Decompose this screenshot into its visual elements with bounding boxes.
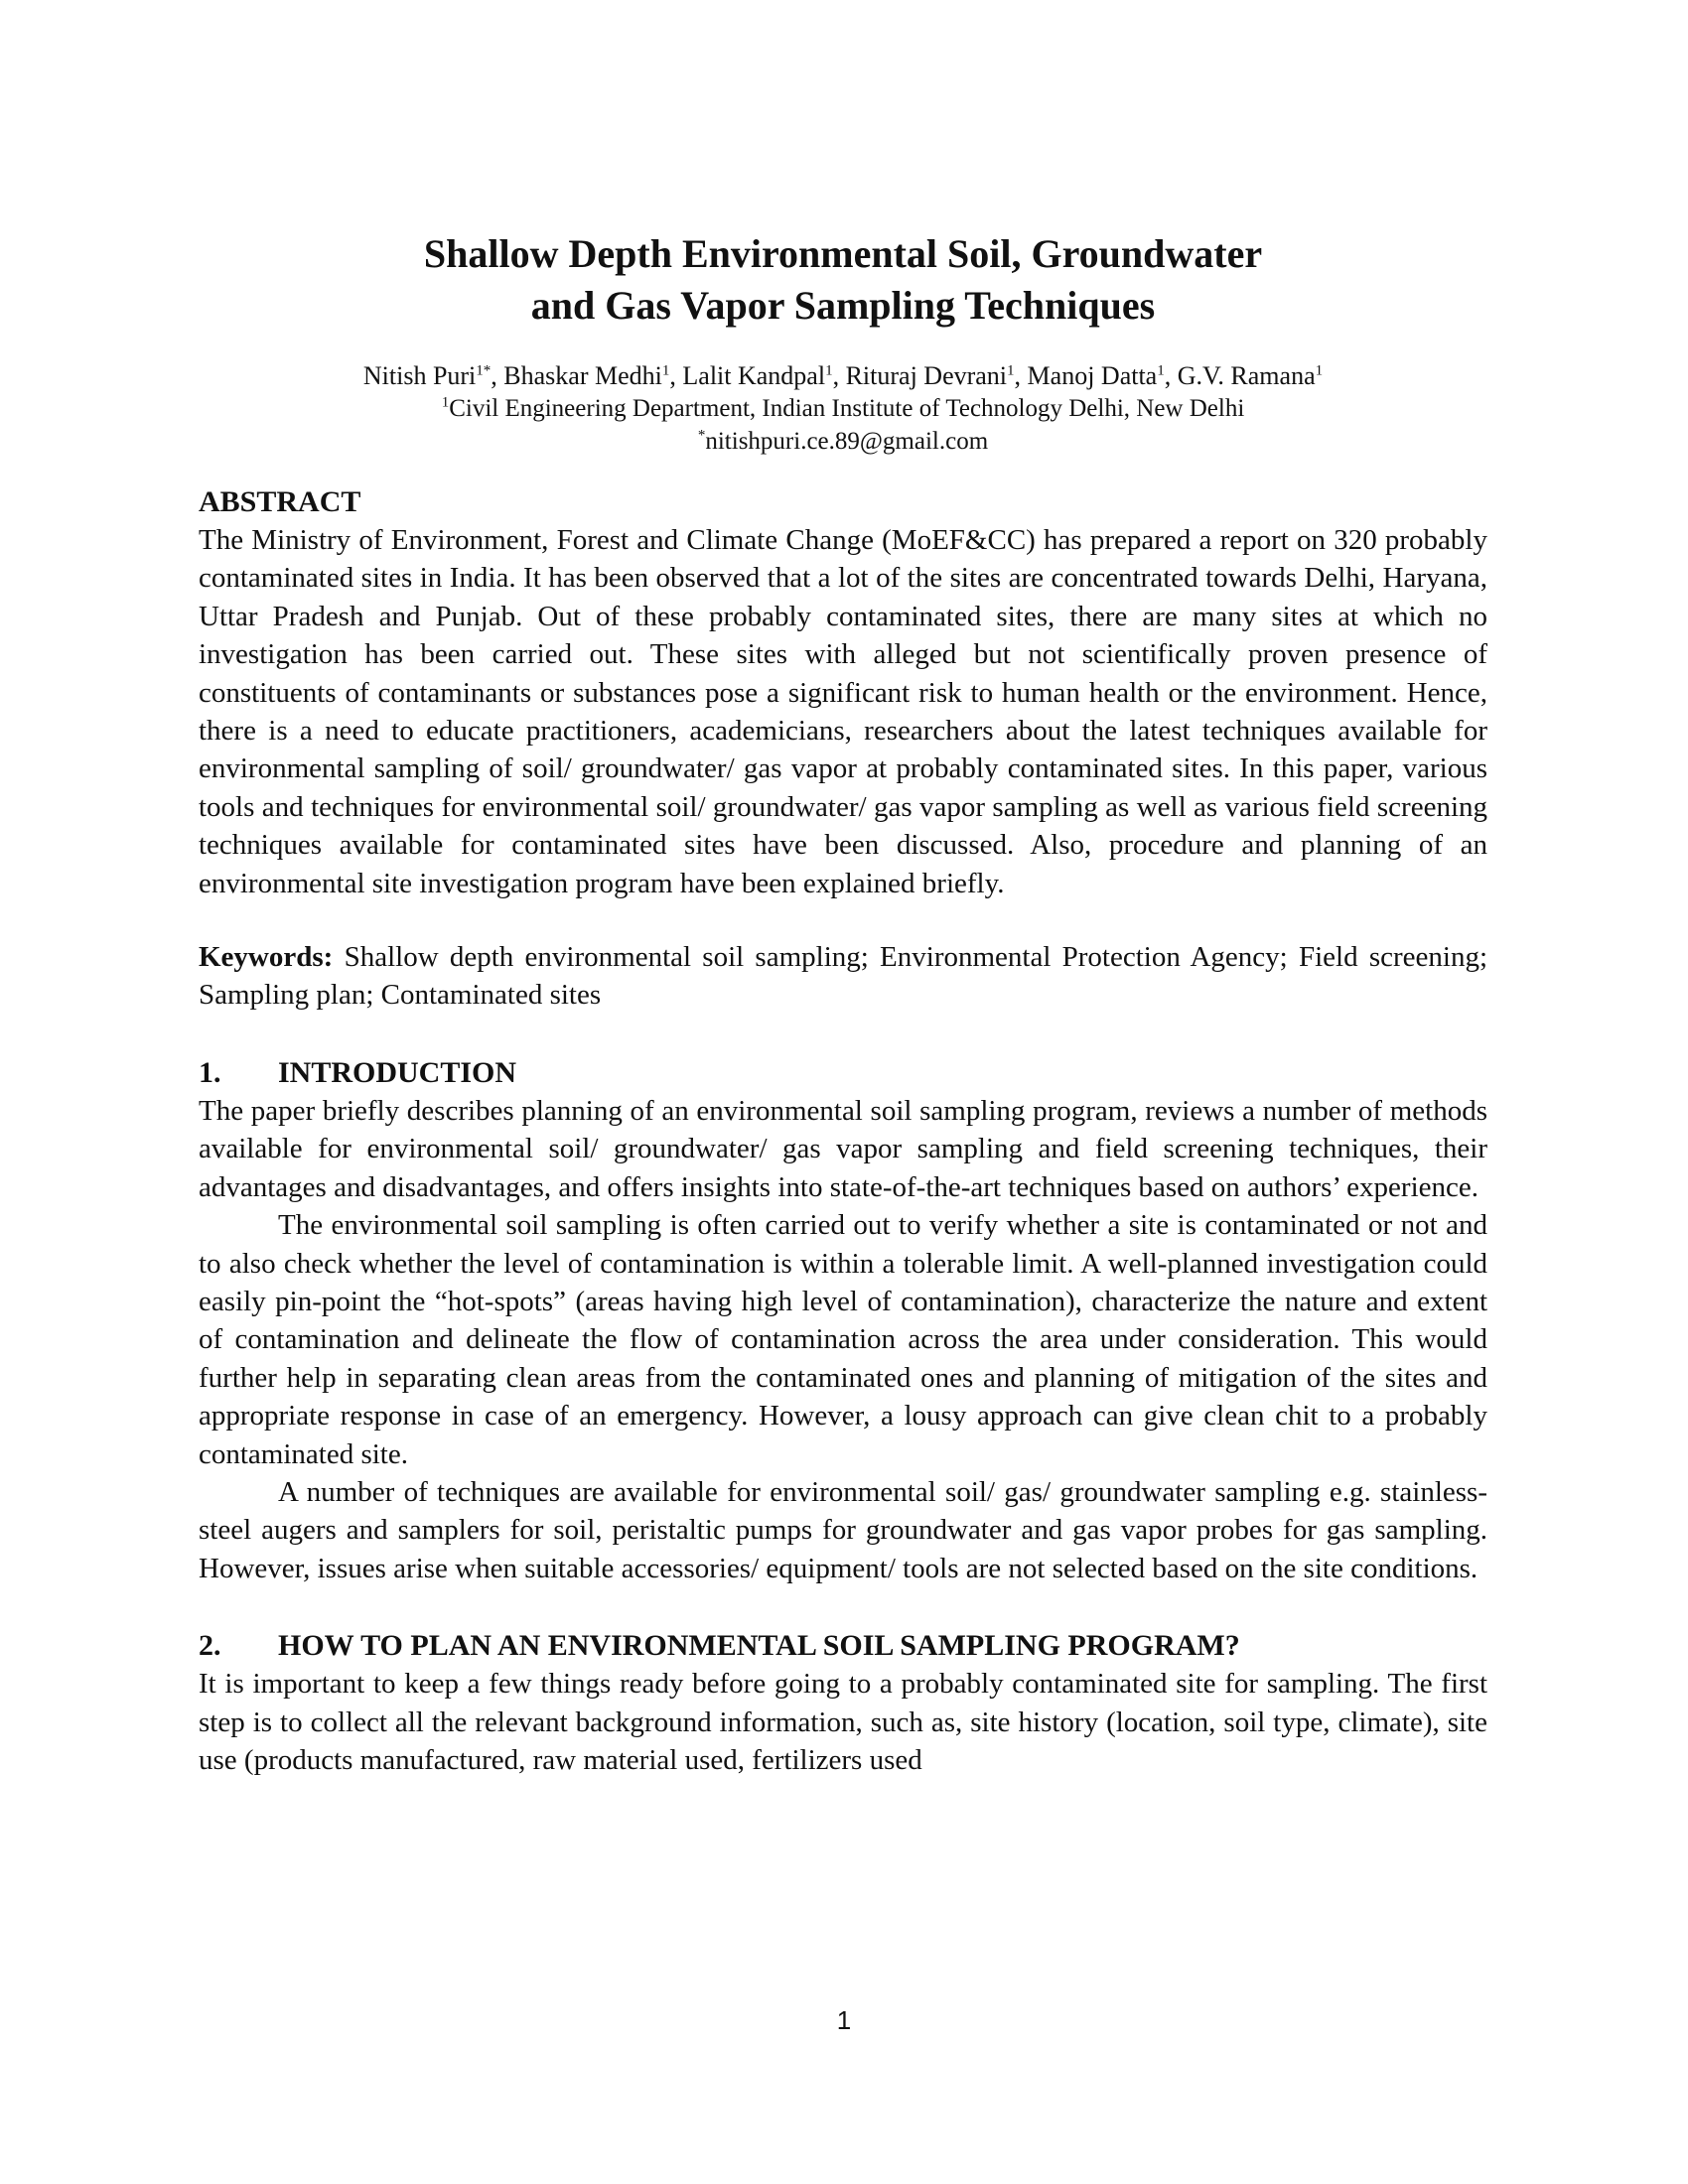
paragraph: The paper briefly describes planning of an environmental soil sampling program, reviews a number of methods available for environmental soil/ groundwater/ gas vapor sampling and field screening techniques, their advantages and disadvantages, and offers insights into state-of-the-art techniques based on authors’ experience. xyxy=(199,1094,1487,1203)
author-list: Nitish Puri$^{1*}$, Bhaskar Medhi$^1$, Lalit Kandpal$^1$, Rituraj Devrani$^1$, Manoj Datta$^1$, G.V. Ramana$^1$ xyxy=(362,361,1324,390)
author-name: G.V. Ramana xyxy=(1177,361,1316,390)
author-superscript: 1* xyxy=(476,362,492,379)
page-number: 1 xyxy=(836,2005,852,2035)
author-superscript: 1 xyxy=(1157,362,1165,379)
author-name: Lalit Kandpal xyxy=(682,361,826,390)
abstract-text: The Ministry of Environment, Forest and Climate Change (MoEF&CC) has prepared a report on 320 probably contaminated sites in India. It has been observed that a lot of the sites are concentrated towards Delhi, Haryana, Uttar Pradesh and Punjab. Out of these probably contaminated sites, there are many sites at which no investigation has been carried out. These sites with alleged but not scientifically proven presence of constituents of contaminants or substances pose a significant risk to human health or the environment. Hence, there is a need to educate practitioners, academicians, researchers about the latest techniques available for environmental sampling of soil/ groundwater/ gas vapor at probably contaminated sites. In this paper, various tools and techniques for environmental soil/ groundwater/ gas vapor sampling as well as various field screening techniques available for contaminated sites have been discussed. Also, procedure and planning of an environmental site investigation program have been explained briefly. xyxy=(199,524,1487,899)
affiliation xyxy=(199,392,1487,425)
corresponding-email xyxy=(199,425,1487,458)
keywords-label: Keywords: xyxy=(199,941,334,974)
author-superscript: 1 xyxy=(1007,362,1015,379)
author-superscript: 1 xyxy=(825,362,833,379)
section-number: 2. xyxy=(199,1629,221,1663)
section-title: INTRODUCTION xyxy=(278,1055,517,1089)
section-title: HOW TO PLAN AN ENVIRONMENTAL SOIL SAMPLING PROGRAM? xyxy=(278,1629,1240,1663)
author-name: Bhaskar Medhi xyxy=(503,361,662,390)
author-name: Nitish Puri xyxy=(362,361,477,390)
title-line-2: and Gas Vapor Sampling Techniques xyxy=(530,283,1156,328)
paragraph: It is important to keep a few things ready before going to a probably contaminated site for sampling. The first step is to collect all the relevant background information, such as, site history (location, soil type, climate), site use (products manufactured, raw material used, fertilizers used xyxy=(199,1668,1487,1776)
affiliation-text: Civil Engineering Department, Indian Institute of Technology Delhi, New Delhi xyxy=(449,395,1245,422)
section-number: 1. xyxy=(199,1055,221,1089)
section-heading-introduction xyxy=(199,1054,1487,1092)
paper-title xyxy=(199,228,1487,332)
title-line-1: Shallow Depth Environmental Soil, Groundwater xyxy=(423,231,1263,276)
section-heading-sampling-program xyxy=(199,1627,1487,1665)
email-superscript: * xyxy=(697,427,706,444)
author-superscript: 1 xyxy=(1315,362,1324,379)
paragraph: The environmental soil sampling is often carried out to verify whether a site is contaminated or not and to also check whether the level of contamination is within a tolerable limit. A well-planned investigation could easily pin-point the “hot-spots” (areas having high level of contamination), characterize the nature and extent of contamination and delineate the flow of contamination across the area under consideration. This would further help in separating clean areas from the contaminated ones and planning of mitigation of the sites and appropriate response in case of an emergency. However, a lousy approach can give clean chit to a probably contaminated site. xyxy=(199,1209,1487,1470)
keywords xyxy=(199,938,1487,1015)
email-text: nitishpuri.ce.89@gmail.com xyxy=(705,428,989,455)
abstract-heading: ABSTRACT xyxy=(199,485,361,518)
paragraph: A number of techniques are available for environmental soil/ gas/ groundwater sampling e.g. stainless-steel augers and samplers for soil, peristaltic pumps for groundwater and gas vapor probes for gas sampling. However, issues arise when suitable accessories/ equipment/ tools are not selected based on the site conditions. xyxy=(199,1475,1487,1584)
paper-page xyxy=(199,228,1487,1779)
author-superscript: 1 xyxy=(661,362,670,379)
author-name: Rituraj Devrani xyxy=(845,361,1008,390)
keywords-text: Shallow depth environmental soil sampling; Environmental Protection Agency; Field screening; Sampling plan; Contaminated sites xyxy=(199,941,1488,1012)
author-name: Manoj Datta xyxy=(1027,361,1158,390)
affiliation-superscript: 1 xyxy=(441,394,450,411)
